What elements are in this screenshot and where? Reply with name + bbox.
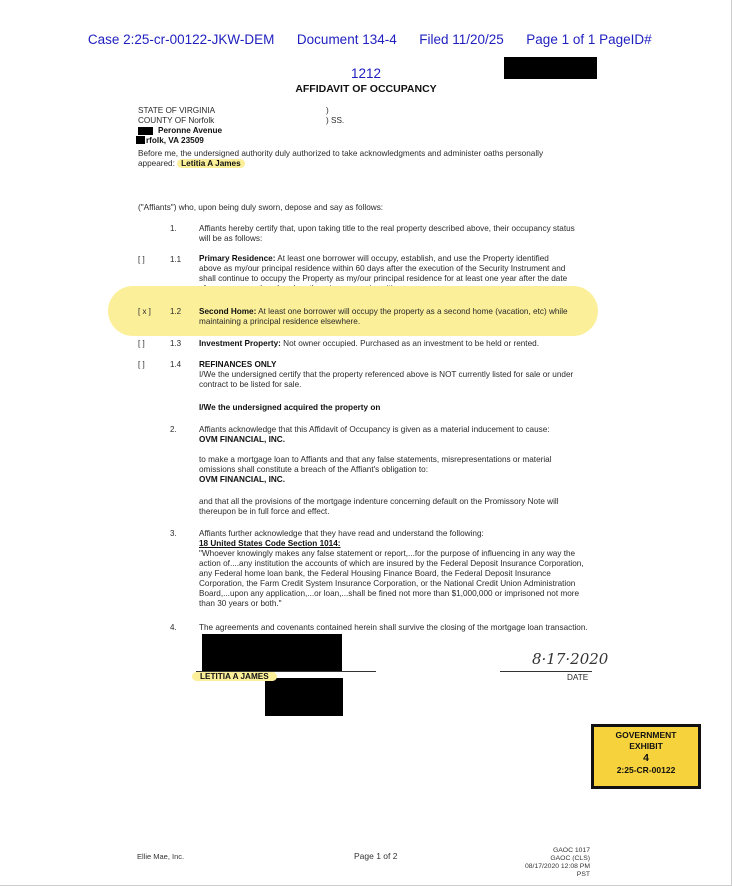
item2-line5: thereupon be in full force and effect. — [199, 507, 330, 516]
item3-quote5: Board,...upon any application,...or loan,...shall be fined not more than $1,000,000 or imprisoned not more — [199, 589, 580, 598]
date-line — [500, 671, 592, 672]
item11-line3: shall continue to occupy the Property as my/our principal residence for at least one year after the date — [199, 274, 568, 283]
venue-city: rfolk, VA 23509 — [146, 136, 204, 145]
item11-number: 1.1 — [170, 255, 182, 264]
item1-number: 1. — [170, 224, 177, 233]
venue-street: Peronne Avenue — [158, 126, 222, 135]
item14-text — [199, 360, 573, 390]
redaction-signature — [202, 634, 342, 672]
item3-text — [199, 529, 584, 609]
item13-text1: Not owner occupied. Purchased as an investment to be held or rented. — [280, 339, 539, 348]
item11-line1 — [199, 254, 567, 264]
court-header-line1: Case 2:25-cr-00122-JKW-DEM Document 134-4 Filed 11/20/25 Page 1 of 1 PageID# — [87, 32, 652, 47]
exhibit-case-number: 2:25-CR-00122 — [616, 765, 676, 775]
item14-line1: I/We the undersigned certify that the property referenced above is NOT currently listed for sale or under — [199, 370, 574, 379]
item11-text1: At least one borrower will occupy, establish, and use the Property identified — [275, 254, 549, 263]
venue-paren: ) — [326, 106, 329, 115]
item2-line1: Affiants acknowledge that this Affidavit of Occupancy is given as a material inducement to cause: — [199, 425, 550, 434]
exhibit-line2: EXHIBIT — [629, 741, 663, 751]
footer-right — [510, 847, 590, 879]
item2-lender2: OVM FINANCIAL, INC. — [199, 475, 285, 484]
item12-label: Second Home: — [199, 307, 257, 316]
footer-left: Ellie Mae, Inc. — [137, 852, 185, 861]
document-title: AFFIDAVIT OF OCCUPANCY — [295, 83, 437, 95]
item2-line3: omissions shall constitute a breach of the Affiant's obligation to: — [199, 465, 428, 474]
item3-quote6: than 30 years or both." — [199, 599, 282, 608]
item13-label: Investment Property: — [199, 339, 281, 348]
exhibit-line1: GOVERNMENT — [615, 730, 677, 740]
item14-label: REFINANCES ONLY — [199, 360, 277, 369]
intro-line1: Before me, the undersigned authority duly authorized to take acknowledgments and administer oaths personally — [138, 149, 544, 158]
item2-lender1: OVM FINANCIAL, INC. — [199, 435, 285, 444]
item12-line2: maintaining a principal residence elsewhere. — [199, 317, 361, 326]
affiant-name-highlight: Letitia A James — [177, 159, 244, 168]
item3-line1: Affiants further acknowledge that they have read and understand the following: — [199, 529, 484, 538]
affiants-line: ("Affiants") who, upon being duly sworn, depose and say as follows: — [138, 203, 384, 212]
redaction-top-right — [504, 57, 597, 79]
handwritten-date: 8·17·2020 — [532, 650, 609, 668]
item11-label: Primary Residence: — [199, 254, 276, 263]
signer-name — [192, 672, 277, 682]
item2-number: 2. — [170, 425, 177, 434]
footer-right-line2: GAOC (CLS) — [550, 855, 590, 862]
item13-text — [199, 339, 539, 349]
checkbox-refinances: [ ] — [138, 360, 145, 369]
checkbox-primary-residence: [ ] — [138, 255, 145, 264]
item2-text-b — [199, 455, 552, 485]
footer-right-line1: GAOC 1017 — [552, 847, 590, 854]
item13-number: 1.3 — [170, 339, 182, 348]
item12-text — [199, 307, 568, 327]
item3-quote1: "Whoever knowingly makes any false statement or report,...for the purpose of influencing in any way the — [199, 549, 576, 558]
redaction-address — [138, 127, 153, 135]
redaction-address-2 — [136, 136, 145, 144]
item14-acquired: I/We the undersigned acquired the property on — [199, 403, 381, 412]
item2-text-a — [199, 425, 550, 445]
item2-line4: and that all the provisions of the mortgage indenture concerning default on the Promissory Note will — [199, 497, 559, 506]
checkbox-second-home: [ x ] — [138, 307, 151, 316]
item4-text: The agreements and covenants contained herein shall survive the closing of the mortgage loan transaction. — [199, 623, 588, 632]
checkbox-investment-property: [ ] — [138, 339, 145, 348]
item12-line1 — [199, 307, 568, 317]
item4-number: 4. — [170, 623, 177, 632]
date-label: DATE — [567, 673, 589, 682]
item3-code: 18 United States Code Section 1014: — [199, 539, 341, 548]
item3-quote4: Corporation, the Farm Credit System Insurance Corporation, or the National Credit Union Administration — [199, 579, 576, 588]
government-exhibit-sticker — [591, 724, 701, 789]
item1-text — [199, 224, 575, 244]
item14-number: 1.4 — [170, 360, 182, 369]
footer-right-line3: 08/17/2020 12:08 PM PST — [525, 863, 590, 878]
venue-state: STATE OF VIRGINIA — [138, 106, 216, 115]
intro-line2 — [138, 159, 245, 169]
item3-quote2: action of....any institution the accounts of which are insured by the Federal Deposit Insurance Corporation, — [199, 559, 584, 568]
exhibit-number: 4 — [643, 752, 649, 764]
item11-line2: above as my/our principal residence within 60 days after the execution of the Security Instrument and — [199, 264, 566, 273]
intro-appeared: appeared: — [138, 159, 175, 168]
item1-text-line1: Affiants hereby certify that, upon taking title to the real property described above, their occupancy status — [199, 224, 575, 233]
item2-line2: to make a mortgage loan to Affiants and that any false statements, misrepresentations or material — [199, 455, 552, 464]
item3-quote3: any Federal home loan bank, the Federal Housing Finance Board, the Federal Deposit Insurance — [199, 569, 551, 578]
item1-text-line2: will be as follows: — [199, 234, 263, 243]
footer-page: Page 1 of 2 — [354, 851, 398, 861]
item3-number: 3. — [170, 529, 177, 538]
item12-text1: At least one borrower will occupy the property as a second home (vacation, etc) while — [256, 307, 568, 316]
venue-ss: ) SS. — [326, 116, 345, 125]
venue-county: COUNTY OF Norfolk — [138, 116, 215, 125]
court-header-line2: 1212 — [350, 66, 382, 81]
item14-line2: contract to be listed for sale. — [199, 380, 302, 389]
redaction-below-signature — [265, 678, 343, 716]
item12-number: 1.2 — [170, 307, 182, 316]
signer-name-highlight: LETITIA A JAMES — [192, 672, 277, 681]
item2-text-c — [199, 497, 559, 517]
